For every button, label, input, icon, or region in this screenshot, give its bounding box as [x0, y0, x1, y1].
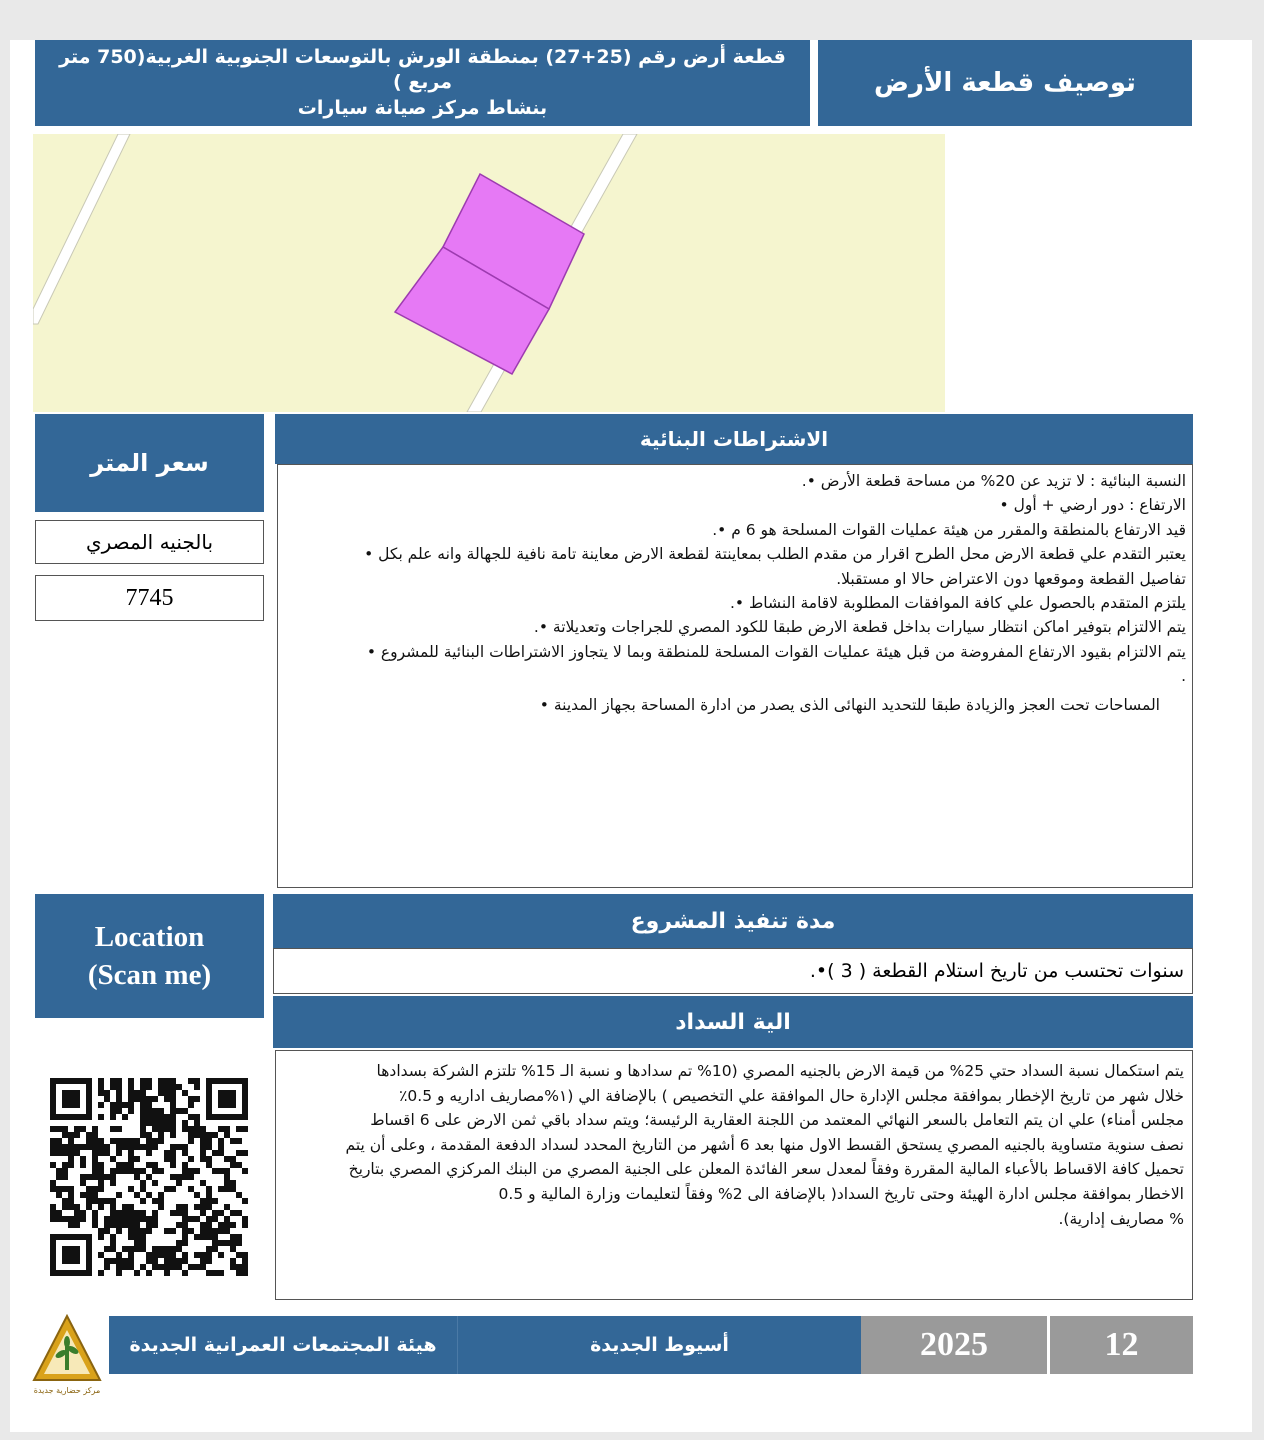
footer-authority: هيئة المجتمعات العمرانية الجديدة [109, 1316, 457, 1374]
authority-logo-icon [32, 1314, 102, 1384]
plot-description [35, 40, 810, 126]
qr-code[interactable] [50, 1078, 248, 1276]
payment-title: الية السداد [273, 996, 1193, 1048]
price-currency: بالجنيه المصري [35, 520, 264, 564]
section-title: توصيف قطعة الأرض [818, 40, 1192, 126]
payment-line: يتم استكمال نسبة السداد حتي 25% من قيمة الارض بالجنيه المصري (10% تم سدادها و نسبة الـ 15% تلتزم الشركة بسدادها [376, 1062, 1184, 1080]
requirement-line: قيد الارتفاع بالمنطقة والمقرر من هيئة عمليات القوات المسلحة هو 6 م •. [712, 520, 1186, 539]
payment-line: تحميل كافة الاقساط بالأعباء المالية المقررة وفقاً لمعدل سعر الفائدة المعلن على الجنية المصري من البنك المركزي المصري بتاريخ [348, 1160, 1184, 1179]
footer-page-number: 12 [1048, 1316, 1193, 1374]
qr-code-graphic [50, 1078, 248, 1276]
price-value: 7745 [35, 575, 264, 621]
site-map [33, 134, 945, 412]
requirement-line: يلتزم المتقدم بالحصول علي كافة الموافقات المطلوبة لاقامة النشاط •. [729, 594, 1186, 613]
price-title: سعر المتر [35, 414, 264, 512]
payment-line: خلال شهر من تاريخ الإخطار بموافقة مجلس الإدارة حال الموافقة علي التخصيص ) بالإضافة الي (١%مصاريف اداريه و 0.5٪ [399, 1086, 1184, 1105]
requirement-line: تفاصيل القطعة وموقعها دون الاعتراض حالا او مستقبلا. [836, 569, 1186, 588]
site-map-drawing [33, 134, 945, 412]
requirement-line: . [1181, 667, 1186, 686]
requirement-line: الارتفاع : دور ارضي + أول • [999, 496, 1186, 515]
payment-box [275, 1050, 1193, 1300]
footer-year: 2025 [861, 1316, 1047, 1374]
plot-description-line2: بنشاط مركز صيانة سيارات [297, 96, 548, 119]
requirement-line: المساحات تحت العجز والزيادة طبقا للتحديد النهائى الذى يصدر من ادارة المساحة بجهاز المدينة • [539, 695, 1160, 714]
location-label [35, 894, 264, 1018]
building-requirements-box [277, 464, 1193, 888]
payment-line: مجلس أمناء) علي ان يتم التعامل بالسعر النهائي المعتمد من اللجنة العقارية الرئيسة؛ ويتم سداد باقي ثمن الارض على 6 اقساط [370, 1111, 1184, 1130]
authority-logo [32, 1314, 102, 1404]
project-duration-text: سنوات تحتسب من تاريخ استلام القطعة ( 3 )•. [273, 948, 1193, 994]
footer-city: أسيوط الجديدة [457, 1316, 861, 1374]
project-duration-title: مدة تنفيذ المشروع [273, 894, 1193, 948]
document-page [10, 40, 1252, 1432]
location-line1: Location [94, 921, 205, 953]
requirement-line: يتم الالتزام بتوفير اماكن انتظار سيارات بداخل قطعة الارض طبقا للكود المصري للجراجات وتعديلاتة •. [533, 618, 1186, 637]
payment-line: الاخطار بموافقة مجلس ادارة الهيئة وحتى تاريخ السداد( بالإضافة الى 2% وفقاً لتعليمات وزارة المالية و 0.5 [498, 1184, 1184, 1203]
building-requirements-title: الاشتراطات البنائية [275, 414, 1193, 464]
payment-line: % مصاريف إدارية). [1058, 1209, 1184, 1228]
plot-description-line1: قطعة أرض رقم (25+27) بمنطقة الورش بالتوسعات الجنوبية الغربية(750 متر مربع ) [59, 45, 786, 94]
requirement-line: يعتبر التقدم علي قطعة الارض محل الطرح اقرار من مقدم الطلب بمعاينتة لقطعة الارض معاينة تامة نافية للجهالة وانه علم بكل • [364, 545, 1186, 564]
requirement-line: النسبة البنائية : لا تزيد عن 20% من مساحة قطعة الأرض •. [801, 472, 1186, 490]
payment-line: نصف سنوية متساوية بالجنيه المصري يستحق القسط الاول منها بعد 6 أشهر من التاريخ المحدد لسداد الدفعة المقدمة ، وعلى أن يتم [345, 1135, 1184, 1154]
footer-bar [109, 1316, 1193, 1374]
location-line2: (Scan me) [87, 959, 212, 991]
logo-caption: مركز حضارية جديدة [33, 1386, 101, 1395]
requirement-line: يتم الالتزام بقيود الارتفاع المفروضة من قبل هيئة عمليات القوات المسلحة للمنطقة وبما لا يتجاوز الاشتراطات البنائية للمشروع • [366, 642, 1186, 661]
